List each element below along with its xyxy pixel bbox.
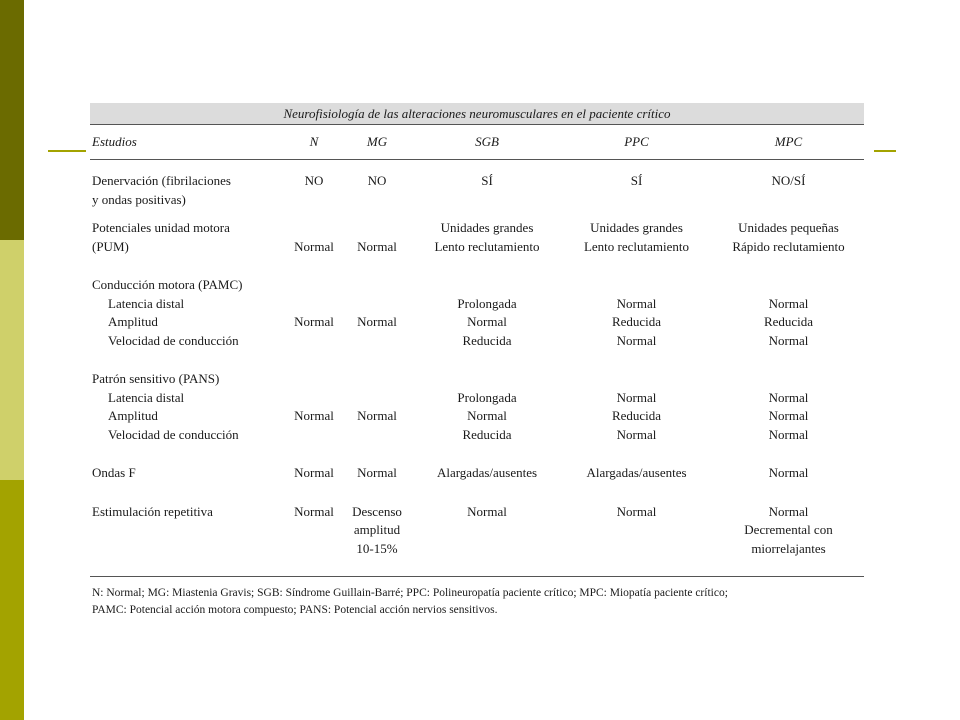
cell-value: SÍ — [481, 173, 493, 188]
cell-sgb — [414, 360, 560, 454]
cell-value: Normal — [768, 465, 809, 480]
accent-rule-left — [48, 150, 86, 152]
cell-n — [288, 160, 340, 210]
cell-value: Normal — [768, 295, 809, 311]
cell-value: Normal — [467, 314, 507, 329]
cell-value: Prolongada — [457, 295, 517, 311]
cell-value: Normal — [357, 465, 397, 480]
cell-estudio — [90, 493, 288, 569]
cell-value: Unidades pequeñas — [738, 220, 839, 235]
cell-n — [288, 493, 340, 569]
cell-ppc — [560, 454, 713, 493]
table-row — [90, 493, 864, 569]
header-ppc: PPC — [560, 125, 713, 160]
cell-value: Normal — [768, 408, 809, 423]
cell-estudio — [90, 360, 288, 454]
cell-estudio — [90, 160, 288, 210]
cell-value: Normal — [357, 238, 397, 254]
cell-mg — [340, 160, 414, 210]
table-row — [90, 209, 864, 266]
cell-mpc — [713, 493, 864, 569]
cell-value: Alargadas/ausentes — [586, 465, 687, 480]
table-row — [90, 454, 864, 493]
cell-value: Descenso — [352, 503, 402, 519]
cell-n — [288, 360, 340, 454]
cell-sgb — [414, 454, 560, 493]
footnote-line: N: Normal; MG: Miastenia Gravis; SGB: Síndrome Guillain-Barré; PPC: Polineuropatía paciente crítico; MPC: Miopatía paciente crítico; — [92, 587, 728, 599]
study-label: Denervación (fibrilaciones — [92, 173, 231, 188]
slide-bar-bottom — [0, 480, 24, 720]
cell-value: Reducida — [763, 314, 814, 329]
cell-value: SÍ — [630, 173, 643, 188]
slide-bar-middle — [0, 240, 24, 480]
table-header-row — [90, 125, 864, 160]
header-mg: MG — [340, 125, 414, 160]
cell-value: Normal — [294, 503, 334, 519]
cell-value: amplitud — [353, 522, 401, 537]
cell-value: Normal — [294, 408, 334, 423]
cell-value: 10-15% — [356, 540, 398, 556]
cell-value: NO — [367, 173, 387, 188]
cell-mpc — [713, 454, 864, 493]
cell-value: Unidades grandes — [590, 220, 683, 235]
header-sgb: SGB — [414, 125, 560, 160]
cell-value: Normal — [467, 503, 507, 519]
cell-value: Normal — [616, 503, 657, 519]
accent-rule-right — [874, 150, 896, 152]
cell-mpc — [713, 266, 864, 360]
cell-mpc — [713, 160, 864, 210]
cell-value: Normal — [768, 389, 809, 405]
cell-value: Alargadas/ausentes — [436, 465, 538, 480]
cell-mpc — [713, 360, 864, 454]
cell-estudio — [90, 209, 288, 266]
study-label: (PUM) — [92, 238, 129, 254]
study-sublabel: Amplitud — [108, 408, 158, 423]
study-label: Conducción motora (PAMC) — [92, 277, 243, 292]
header-estudios: Estudios — [90, 125, 288, 160]
cell-sgb — [414, 160, 560, 210]
study-sublabel: Amplitud — [108, 314, 158, 329]
cell-value: Rápido reclutamiento — [732, 238, 845, 254]
footnote-line: PAMC: Potencial acción motora compuesto; PANS: Potencial acción nervios sensitivos. — [92, 604, 498, 616]
study-label: y ondas positivas) — [92, 191, 186, 207]
study-label: Patrón sensitivo (PANS) — [92, 371, 220, 386]
cell-value: Normal — [357, 408, 397, 423]
cell-ppc — [560, 493, 713, 569]
header-n: N — [288, 125, 340, 160]
study-sublabel: Velocidad de conducción — [108, 332, 239, 348]
cell-value: Reducida — [462, 332, 512, 348]
cell-value: Normal — [357, 314, 397, 329]
cell-estudio — [90, 266, 288, 360]
cell-value: NO — [304, 173, 324, 188]
cell-ppc — [560, 266, 713, 360]
study-sublabel: Latencia distal — [108, 389, 185, 405]
table-document — [90, 103, 864, 619]
cell-n — [288, 454, 340, 493]
cell-mg — [340, 209, 414, 266]
cell-mg — [340, 360, 414, 454]
cell-sgb — [414, 209, 560, 266]
cell-value: Normal — [616, 389, 657, 405]
table-title: Neurofisiología de las alteraciones neuromusculares en el paciente crítico — [90, 103, 864, 125]
cell-value: Normal — [294, 314, 334, 329]
cell-ppc — [560, 360, 713, 454]
cell-mg — [340, 266, 414, 360]
cell-value: Normal — [768, 332, 809, 348]
cell-value: Decremental con — [744, 522, 833, 537]
cell-estudio — [90, 454, 288, 493]
study-label: Estimulación repetitiva — [92, 503, 213, 519]
cell-value: Normal — [616, 426, 657, 442]
cell-value: Lento reclutamiento — [434, 238, 540, 254]
cell-value: Normal — [616, 295, 657, 311]
cell-mg — [340, 493, 414, 569]
study-sublabel: Latencia distal — [108, 295, 185, 311]
cell-ppc — [560, 160, 713, 210]
study-sublabel: Velocidad de conducción — [108, 426, 239, 442]
slide-bar-top — [0, 0, 24, 240]
cell-value: Normal — [768, 503, 809, 519]
study-label: Potenciales unidad motora — [92, 220, 230, 235]
cell-ppc — [560, 209, 713, 266]
cell-sgb — [414, 493, 560, 569]
cell-value: Normal — [294, 465, 334, 480]
cell-sgb — [414, 266, 560, 360]
cell-mpc — [713, 209, 864, 266]
cell-n — [288, 266, 340, 360]
table-row — [90, 360, 864, 454]
cell-value: NO/SÍ — [771, 173, 806, 188]
cell-n — [288, 209, 340, 266]
cell-value: Prolongada — [457, 389, 517, 405]
table-bottom-rule — [90, 576, 864, 577]
cell-value: Normal — [616, 332, 657, 348]
cell-mg — [340, 454, 414, 493]
cell-value: Unidades grandes — [440, 220, 534, 235]
study-label: Ondas F — [92, 465, 136, 480]
cell-value: Lento reclutamiento — [583, 238, 690, 254]
cell-value: Reducida — [611, 408, 662, 423]
neurophysiology-table — [90, 125, 864, 568]
cell-value: Normal — [467, 408, 507, 423]
cell-value: Reducida — [611, 314, 662, 329]
cell-value: Normal — [294, 238, 334, 254]
header-mpc: MPC — [713, 125, 864, 160]
table-footnote — [90, 585, 864, 619]
cell-value: Reducida — [462, 426, 512, 442]
table-row — [90, 160, 864, 210]
table-row — [90, 266, 864, 360]
cell-value: Normal — [768, 426, 809, 442]
cell-value: miorrelajantes — [751, 540, 826, 556]
